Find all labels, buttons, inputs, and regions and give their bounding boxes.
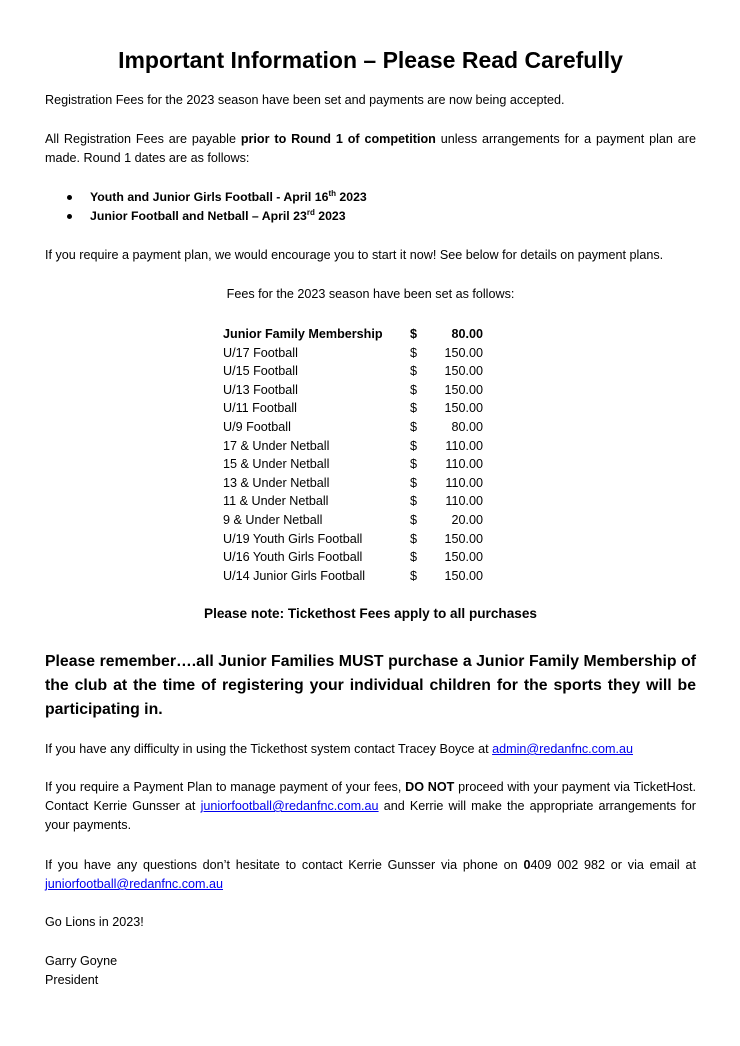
do-not-emphasis: DO NOT <box>405 780 455 794</box>
payment-plan-intro: If you require a payment plan, we would encourage you to start it now! See below for details on payment plans. <box>45 248 664 262</box>
plan-text-before: If you require a Payment Plan to manage payment of your fees, <box>45 780 406 794</box>
fee-name: 17 & Under Netball <box>223 438 330 453</box>
round-date-item <box>45 207 696 226</box>
fee-row <box>223 492 483 511</box>
fee-currency: $ <box>410 457 418 472</box>
fees-intro: Fees for the 2023 season have been set as follows: <box>226 287 515 301</box>
questions-text-before: If you have any questions don’t hesitate to contact Kerrie Gunsser via phone on <box>45 858 524 872</box>
fee-currency: $ <box>410 550 418 565</box>
fee-currency: $ <box>410 419 418 434</box>
fee-name: 13 & Under Netball <box>223 475 330 490</box>
fee-amount: 110.00 <box>445 457 483 472</box>
fee-currency: $ <box>410 364 418 379</box>
round-date-year: 2023 <box>336 190 367 204</box>
round-date-item <box>45 188 696 207</box>
phone-number: 409 002 982 <box>530 858 606 872</box>
fee-name: U/15 Football <box>223 364 298 379</box>
fee-amount: 150.00 <box>444 364 483 379</box>
fee-row <box>223 418 483 437</box>
fee-currency: $ <box>410 327 418 341</box>
plan-text-after: and Kerrie will make the appropriate arrangements for your payments. <box>45 799 696 832</box>
page-title: Important Information – Please Read Carefully <box>118 47 623 73</box>
fee-currency: $ <box>410 568 418 583</box>
fees-table <box>223 325 483 585</box>
fee-row <box>223 437 483 456</box>
bullet-icon <box>67 214 72 219</box>
difficulty-text: If you have any difficulty in using the Tickethost system contact Tracey Boyce at <box>45 742 493 756</box>
junior-football-email-link[interactable]: juniorfootball@redanfnc.com.au <box>45 877 224 891</box>
membership-reminder: Please remember….all Junior Families MUST purchase a Junior Family Membership of the club at the time of registering your individual children for the sports they will be participating in. <box>45 653 696 718</box>
fee-amount: 150.00 <box>444 550 483 565</box>
fee-name: U/14 Junior Girls Football <box>223 568 366 583</box>
difficulty-paragraph <box>45 740 696 759</box>
fee-row <box>223 381 483 400</box>
fee-amount: 110.00 <box>445 438 483 453</box>
questions-text-middle: or via email at <box>605 858 696 872</box>
payable-emphasis: prior to Round 1 of competition <box>240 132 436 146</box>
fee-row <box>223 325 483 344</box>
tickethost-note: Please note: Tickethost Fees apply to all purchases <box>204 606 537 621</box>
bullet-icon <box>67 195 72 200</box>
fee-currency: $ <box>410 512 418 527</box>
fee-name: U/16 Youth Girls Football <box>223 550 363 565</box>
fee-currency: $ <box>410 475 418 490</box>
fee-currency: $ <box>410 494 418 509</box>
fee-name: U/11 Football <box>223 401 297 416</box>
closing-line: Go Lions in 2023! <box>45 915 144 929</box>
fee-amount: 150.00 <box>444 382 483 397</box>
fee-currency: $ <box>410 438 418 453</box>
round-date-suffix: rd <box>306 208 315 217</box>
fee-currency: $ <box>410 345 418 360</box>
fee-row <box>223 548 483 567</box>
plan-text-middle: proceed with your payment via TicketHost. Contact Kerrie Gunsser at <box>45 780 696 813</box>
fee-amount: 20.00 <box>451 512 483 527</box>
fee-name: 15 & Under Netball <box>223 457 330 472</box>
intro-paragraph: Registration Fees for the 2023 season have been set and payments are now being accepted. <box>45 93 565 107</box>
fee-amount: 80.00 <box>451 419 483 434</box>
fee-row <box>223 399 483 418</box>
fee-amount: 110.00 <box>445 475 483 490</box>
round-date-suffix: th <box>328 189 336 198</box>
fee-amount: 80.00 <box>451 327 483 341</box>
round-dates-list <box>45 188 696 226</box>
fee-row <box>223 455 483 474</box>
round-date-text: Youth and Junior Girls Football - April 16 <box>90 190 329 204</box>
fee-amount: 110.00 <box>445 494 483 509</box>
signature-role: President <box>45 973 99 987</box>
fee-name: 9 & Under Netball <box>223 512 323 527</box>
payable-text-before: All Registration Fees are payable <box>45 132 241 146</box>
payable-text-after: unless arrangements for a payment plan are made. Round 1 dates are as follows: <box>45 132 696 165</box>
fee-name: U/17 Football <box>223 345 298 360</box>
fee-row <box>223 511 483 530</box>
payment-plan-contact-paragraph <box>45 778 696 835</box>
fee-currency: $ <box>410 531 418 546</box>
fee-name: Junior Family Membership <box>223 327 383 341</box>
fee-amount: 150.00 <box>444 345 483 360</box>
fee-name: U/9 Football <box>223 419 291 434</box>
fee-amount: 150.00 <box>444 568 483 583</box>
questions-paragraph <box>45 856 696 894</box>
fee-row <box>223 362 483 381</box>
signature-name: Garry Goyne <box>45 954 118 968</box>
fee-currency: $ <box>410 401 418 416</box>
round-date-text: Junior Football and Netball – April 23 <box>90 209 307 223</box>
phone-prefix: 0 <box>523 858 531 872</box>
fee-name: 11 & Under Netball <box>223 494 329 509</box>
fee-row <box>223 530 483 549</box>
fee-row <box>223 344 483 363</box>
payable-paragraph <box>45 130 696 168</box>
junior-football-email-link[interactable]: juniorfootball@redanfnc.com.au <box>200 799 379 813</box>
fee-currency: $ <box>410 382 418 397</box>
fee-row <box>223 474 483 493</box>
round-date-year: 2023 <box>314 209 346 223</box>
fee-amount: 150.00 <box>444 531 483 546</box>
fee-amount: 150.00 <box>444 401 483 416</box>
fee-row <box>223 567 483 586</box>
fee-name: U/19 Youth Girls Football <box>223 531 363 546</box>
admin-email-link[interactable]: admin@redanfnc.com.au <box>492 742 633 756</box>
fee-name: U/13 Football <box>223 382 298 397</box>
